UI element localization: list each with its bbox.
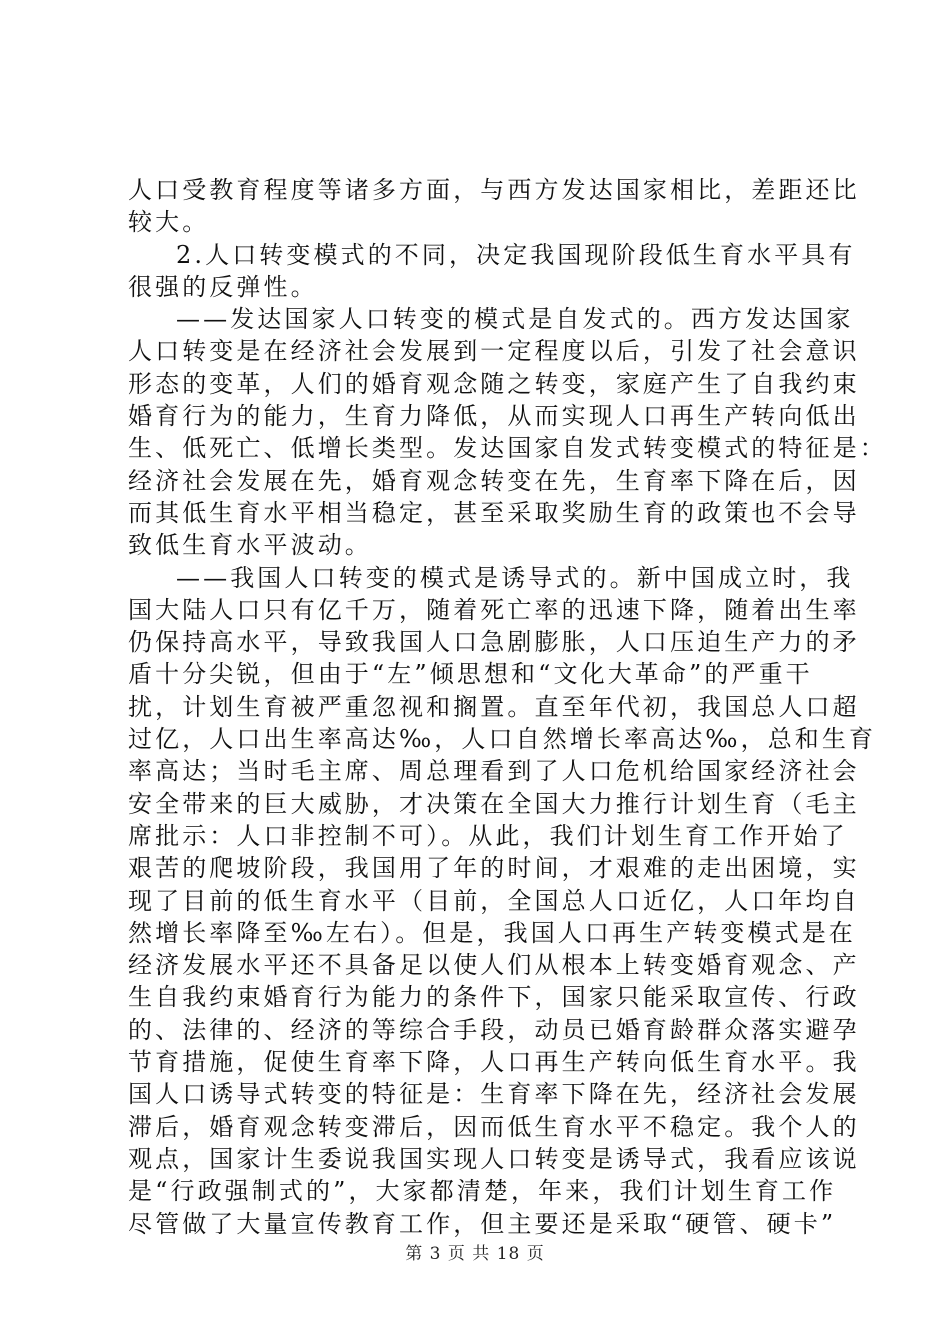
text-line: 而其低生育水平相当稳定，甚至采取奖励生育的政策也不会导 [128, 498, 860, 527]
text-line: 仍保持高水平，导致我国人口急剧膨胀，人口压迫生产力的矛 [128, 628, 860, 657]
text-line: 国人口诱导式转变的特征是：生育率下降在先，经济社会发展 [128, 1080, 860, 1109]
text-line: 节育措施，促使生育率下降，人口再生产转向低生育水平。我 [128, 1048, 860, 1077]
text-line: 席批示：人口非控制不可）。从此，我们计划生育工作开始了 [128, 821, 848, 850]
text-line: 是“行政强制式的”，大家都清楚，年来，我们计划生育工作 [128, 1177, 837, 1206]
text-line: 婚育行为的能力，生育力降低，从而实现人口再生产转向低出 [128, 402, 860, 431]
text-line: 安全带来的巨大威胁，才决策在全国大力推行计划生育（毛主 [128, 789, 860, 818]
text-line: 率高达；当时毛主席、周总理看到了人口危机给国家经济社会 [128, 757, 860, 786]
text-line: 经济发展水平还不具备足以使人们从根本上转变婚育观念、产 [128, 951, 860, 980]
paragraph-start-line: ——发达国家人口转变的模式是自发式的。西方发达国家 [176, 305, 854, 334]
text-line: 然增长率降至‰左右）。但是，我国人口再生产转变模式是在 [128, 918, 856, 947]
text-line: 致低生育水平波动。 [128, 531, 372, 560]
text-line: 很强的反弹性。 [128, 272, 318, 301]
section-heading-line: 2.人口转变模式的不同，决定我国现阶段低生育水平具有 [176, 240, 856, 269]
paragraph-start-line: ——我国人口转变的模式是诱导式的。新中国成立时，我 [176, 563, 854, 592]
text-line: 艰苦的爬坡阶段，我国用了年的时间，才艰难的走出困境，实 [128, 854, 860, 883]
text-line: 人口受教育程度等诸多方面，与西方发达国家相比，差距还比 [128, 176, 860, 204]
page-number-footer: 第 3 页 共 18 页 [405, 1244, 545, 1264]
text-line: 过亿，人口出生率高达‰，人口自然增长率高达‰，总和生育 [128, 725, 877, 754]
text-line: 经济社会发展在先，婚育观念转变在先，生育率下降在后，因 [128, 466, 860, 495]
text-line: 盾十分尖锐，但由于“左”倾思想和“文化大革命”的严重干 [128, 660, 813, 689]
text-line: 尽管做了大量宣传教育工作，但主要还是采取“硬管、硬卡” [128, 1209, 837, 1238]
text-line: 观点，国家计生委说我国实现人口转变是诱导式，我看应该说 [128, 1144, 860, 1173]
text-line: 的、法律的、经济的等综合手段，动员已婚育龄群众落实避孕 [128, 1015, 860, 1044]
text-line: 生、低死亡、低增长类型。发达国家自发式转变模式的特征是： [128, 434, 887, 463]
text-line: 现了目前的低生育水平（目前，全国总人口近亿，人口年均自 [128, 886, 860, 915]
text-line: 国大陆人口只有亿千万，随着死亡率的迅速下降，随着出生率 [128, 595, 860, 624]
text-line: 形态的变革，人们的婚育观念随之转变，家庭产生了自我约束 [128, 369, 860, 398]
text-line: 人口转变是在经济社会发展到一定程度以后，引发了社会意识 [128, 337, 860, 366]
text-line: 滞后，婚育观念转变滞后，因而低生育水平不稳定。我个人的 [128, 1112, 860, 1141]
document-body [128, 174, 887, 1240]
text-line: 较大。 [128, 208, 210, 237]
text-line: 生自我约束婚育行为能力的条件下，国家只能采取宣传、行政 [128, 983, 860, 1012]
text-line: 扰，计划生育被严重忽视和搁置。直至年代初，我国总人口超 [128, 692, 860, 721]
